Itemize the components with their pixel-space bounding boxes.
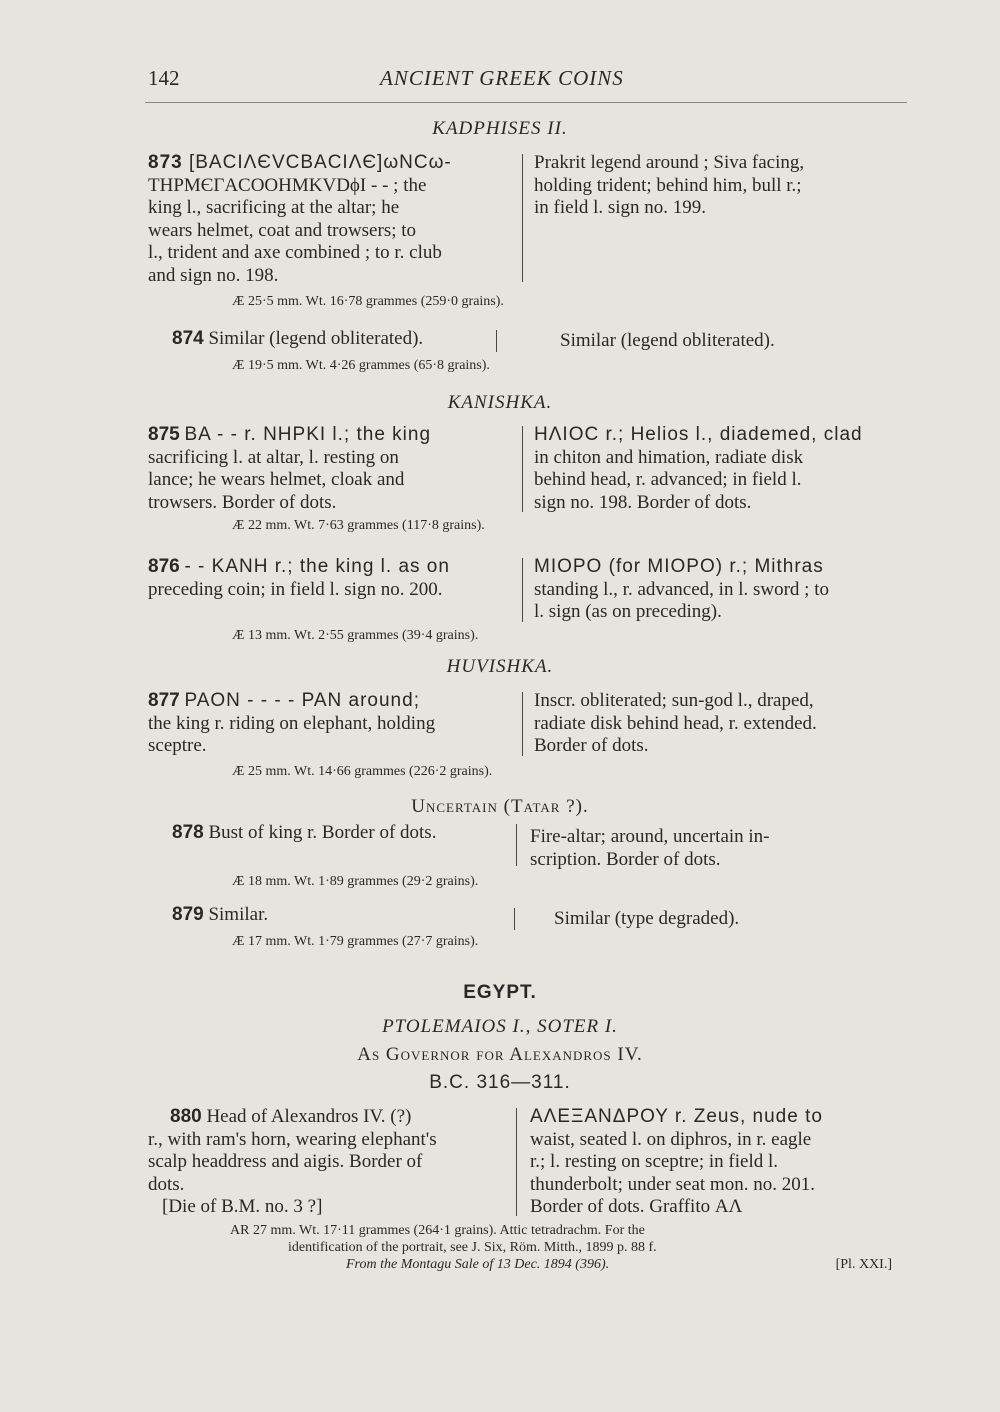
- entry-879-obverse: [172, 904, 534, 927]
- greek-legend: - - KANH r.; the king l. as on: [184, 556, 450, 577]
- line-text: Head of Alexandros IV. (?): [206, 1106, 412, 1127]
- line: r., with ram's horn, wearing elephant's: [148, 1128, 437, 1150]
- column-divider: [522, 426, 523, 512]
- line: the king r. riding on elephant, holding: [148, 712, 436, 734]
- entry-876-obverse: [148, 556, 510, 601]
- line: [148, 556, 510, 579]
- line: [530, 1106, 898, 1129]
- column-divider: [516, 1108, 517, 1216]
- entry-number: 875: [148, 424, 180, 445]
- entry-873-reverse: [534, 152, 906, 220]
- section-heading-kanishka: KANISHKA.: [447, 392, 553, 413]
- entry-number: 874: [172, 328, 204, 349]
- metrology-line: identification of the portrait, see J. Six, Röm. Mitth., 1899 p. 88 f.: [288, 1240, 657, 1255]
- entry-880-metrology: [230, 1222, 900, 1273]
- line: scription. Border of dots.: [530, 848, 721, 870]
- provenance-line: [230, 1256, 900, 1273]
- entry-877-obverse: [148, 690, 510, 758]
- line: Similar.: [208, 904, 269, 925]
- page-number: 142: [148, 66, 180, 90]
- entry-873-obverse: [148, 152, 510, 287]
- entry-877-metrology: Æ 25 mm. Wt. 14·66 grammes (226·2 grains).: [232, 764, 493, 779]
- column-divider: [516, 824, 517, 866]
- line: radiate disk behind head, r. extended.: [534, 712, 817, 734]
- greek-legend: [BACIΛЄVCBACIΛЄ]ωNCω-: [188, 152, 452, 173]
- entry-879-reverse: Similar (type degraded).: [554, 908, 740, 929]
- line: Border of dots. Graffito ΑΛ: [530, 1196, 743, 1217]
- line: dots.: [148, 1173, 185, 1195]
- entry-number: 877: [148, 690, 180, 711]
- date-range: B.C. 316—311.: [429, 1072, 571, 1093]
- provenance: From the Montagu Sale of 13 Dec. 1894 (396).: [346, 1257, 610, 1272]
- entry-number: 876: [148, 556, 180, 577]
- metrology-line: AR 27 mm. Wt. 17·11 grammes (264·1 grains). Attic tetradrachm. For the: [230, 1223, 645, 1238]
- entry-878-obverse: [172, 822, 534, 845]
- line: l. sign (as on preceding).: [534, 601, 722, 622]
- greek-legend: HΛIOC r.; Helios l., diademed, clad: [534, 424, 863, 445]
- entry-873-metrology: Æ 25·5 mm. Wt. 16·78 grammes (259·0 grains).: [232, 294, 504, 309]
- entry-878-reverse: [530, 826, 902, 871]
- line: king l., sacrificing at the altar; he: [148, 197, 400, 218]
- entry-879-metrology: Æ 17 mm. Wt. 1·79 grammes (27·7 grains).: [232, 934, 479, 949]
- line: preceding coin; in field l. sign no. 200.: [148, 578, 443, 600]
- line: [148, 152, 510, 175]
- entry-875-obverse: [148, 424, 510, 514]
- entry-875-metrology: Æ 22 mm. Wt. 7·63 grammes (117·8 grains).: [232, 518, 485, 533]
- section-heading-uncertain: Uncertain (Tatar ?).: [411, 796, 589, 817]
- line: behind head, r. advanced; in field l.: [534, 469, 802, 490]
- line: waist, seated l. on diphros, in r. eagle: [530, 1128, 812, 1150]
- entry-number: 873: [148, 152, 183, 173]
- entry-number: 880: [170, 1106, 202, 1127]
- line: THPMЄΓACOOHMKVDϕI - - ; the: [148, 174, 427, 196]
- greek-legend: ΑΛΕΞΑΝΔΡΟΥ r. Zeus, nude to: [530, 1106, 823, 1127]
- line: Fire-altar; around, uncertain in-: [530, 826, 770, 847]
- line: in field l. sign no. 199.: [534, 197, 707, 218]
- column-divider: [522, 692, 523, 756]
- section-heading-ptolemaios: PTOLEMAIOS I., SOTER I.: [382, 1016, 618, 1037]
- line: scalp headdress and aigis. Border of: [148, 1151, 423, 1172]
- entry-number: 879: [172, 904, 204, 925]
- line: [148, 424, 510, 447]
- line: sacrificing l. at altar, l. resting on: [148, 446, 399, 468]
- column-divider: [522, 154, 523, 282]
- line: sceptre.: [148, 735, 207, 756]
- line: [148, 1106, 504, 1129]
- line: Prakrit legend around ; Siva facing,: [534, 152, 805, 173]
- entry-876-reverse: [534, 556, 906, 624]
- line: thunderbolt; under seat mon. no. 201.: [530, 1173, 815, 1195]
- greek-legend: BA - - r. NHPKI l.; the king: [184, 424, 432, 445]
- entry-880-reverse: [530, 1106, 898, 1219]
- line: Border of dots.: [534, 735, 649, 756]
- line: standing l., r. advanced, in l. sword ; to: [534, 578, 829, 600]
- column-divider: [496, 330, 497, 352]
- section-heading-huvishka: HUVISHKA.: [446, 656, 554, 677]
- line: in chiton and himation, radiate disk: [534, 446, 804, 468]
- line: holding trident; behind him, bull r.;: [534, 174, 802, 196]
- entry-878-metrology: Æ 18 mm. Wt. 1·89 grammes (29·2 grains).: [232, 874, 479, 889]
- section-heading-egypt: EGYPT.: [463, 982, 537, 1003]
- section-subheading-governor: As Governor for Alexandros IV.: [357, 1044, 643, 1065]
- entry-880-obverse: [148, 1106, 504, 1219]
- line: MIOPO (for MIOPO) r.; Mithras: [534, 556, 824, 577]
- line: [148, 690, 510, 713]
- line: [534, 424, 906, 447]
- die-reference: [Die of B.M. no. 3 ?]: [162, 1196, 323, 1217]
- entry-874-metrology: Æ 19·5 mm. Wt. 4·26 grammes (65·8 grains).: [232, 358, 490, 373]
- line: l., trident and axe combined ; to r. club: [148, 242, 442, 263]
- running-title: ANCIENT GREEK COINS: [380, 66, 624, 90]
- line: r.; l. resting on sceptre; in field l.: [530, 1151, 779, 1172]
- line: and sign no. 198.: [148, 264, 279, 286]
- greek-legend: PAON - - - - PAN around;: [184, 690, 420, 711]
- column-divider: [514, 908, 515, 930]
- line: Inscr. obliterated; sun-god l., draped,: [534, 690, 814, 711]
- entry-number: 878: [172, 822, 204, 843]
- line: Similar (legend obliterated).: [208, 328, 424, 349]
- entry-874-reverse: Similar (legend obliterated).: [560, 330, 775, 351]
- line: wears helmet, coat and trowsers; to: [148, 219, 417, 241]
- line: trowsers. Border of dots.: [148, 491, 337, 513]
- header-rule: [145, 102, 907, 103]
- line: Bust of king r. Border of dots.: [208, 822, 437, 843]
- entry-876-metrology: Æ 13 mm. Wt. 2·55 grammes (39·4 grains).: [232, 628, 479, 643]
- entry-875-reverse: [534, 424, 906, 514]
- entry-877-reverse: [534, 690, 906, 758]
- line: sign no. 198. Border of dots.: [534, 491, 752, 513]
- entry-874-obverse: [172, 328, 534, 351]
- line: lance; he wears helmet, cloak and: [148, 469, 405, 490]
- plate-reference: [Pl. XXI.]: [835, 1257, 892, 1272]
- section-heading-kadphises: KADPHISES II.: [432, 118, 568, 139]
- column-divider: [522, 558, 523, 622]
